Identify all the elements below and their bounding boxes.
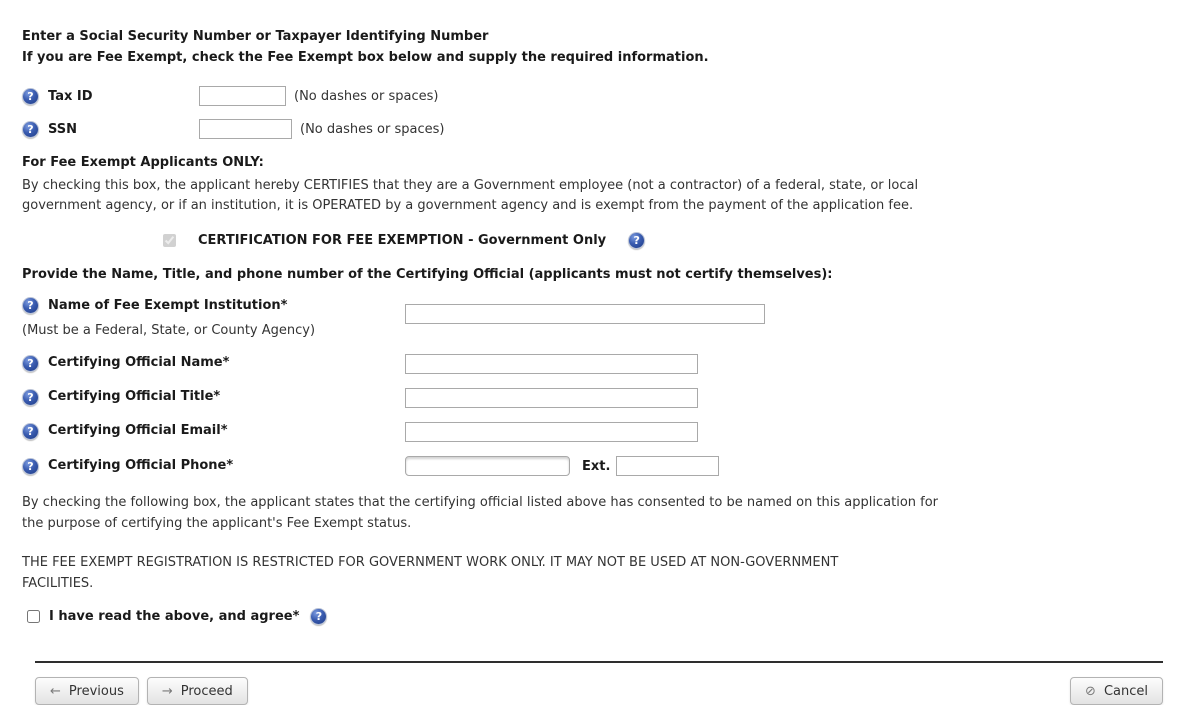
tax-id-input[interactable] <box>199 86 286 106</box>
phone-ext-label: Ext. <box>582 458 611 474</box>
ssn-label: SSN <box>48 121 78 137</box>
help-icon[interactable]: ? <box>22 458 39 475</box>
cancel-button[interactable] <box>1070 677 1163 705</box>
official-phone-label: Certifying Official Phone* <box>48 458 234 473</box>
footer-divider <box>35 661 1163 663</box>
help-icon[interactable]: ? <box>22 355 39 372</box>
left-arrow-icon: ← <box>50 683 61 699</box>
ssn-note: (No dashes or spaces) <box>300 121 445 137</box>
official-title-row <box>22 388 1176 408</box>
institution-input[interactable] <box>405 304 765 324</box>
official-email-label: Certifying Official Email* <box>48 423 228 438</box>
help-icon[interactable]: ? <box>22 297 39 314</box>
official-phone-input[interactable] <box>405 456 570 476</box>
certification-checkbox <box>163 234 176 247</box>
help-icon[interactable]: ? <box>22 423 39 440</box>
ssn-row <box>22 119 1176 139</box>
previous-button-label: Previous <box>68 683 124 699</box>
help-icon[interactable]: ? <box>22 389 39 406</box>
fee-exempt-description: By checking this box, the applicant hereby CERTIFIES that they are a Government employee (not a contractor) of a federal, state, or local government agency, or if an institution, it is OPERATED by a government agency and is exempt from the payment of the application fee. <box>22 178 919 213</box>
proceed-button[interactable] <box>147 677 248 705</box>
help-icon[interactable]: ? <box>310 608 327 625</box>
official-email-row <box>22 422 1176 442</box>
official-name-input[interactable] <box>405 354 698 374</box>
institution-note: (Must be a Federal, State, or County Agency) <box>22 323 316 338</box>
proceed-button-label: Proceed <box>180 683 233 699</box>
phone-ext-input[interactable] <box>616 456 719 476</box>
tax-id-row <box>22 86 1176 106</box>
institution-label: Name of Fee Exempt Institution* <box>48 298 288 313</box>
ssn-input[interactable] <box>199 119 292 139</box>
certifying-heading: Provide the Name, Title, and phone number of the Certifying Official (applicants must not certify themselves): <box>22 267 833 282</box>
official-name-row <box>22 354 1176 374</box>
previous-button[interactable] <box>35 677 139 705</box>
fee-exempt-heading: For Fee Exempt Applicants ONLY: <box>22 155 264 170</box>
agree-checkbox[interactable] <box>27 610 40 623</box>
institution-row <box>22 296 1176 340</box>
certification-label: CERTIFICATION FOR FEE EXEMPTION - Government Only <box>198 233 607 248</box>
agree-label: I have read the above, and agree* <box>49 609 300 624</box>
tax-id-note: (No dashes or spaces) <box>294 88 439 104</box>
official-email-input[interactable] <box>405 422 698 442</box>
restriction-paragraph: THE FEE EXEMPT REGISTRATION IS RESTRICTED FOR GOVERNMENT WORK ONLY. IT MAY NOT BE USED AT NON-GOVERNMENT FACILITIES. <box>22 555 839 591</box>
tax-id-label: Tax ID <box>48 88 93 104</box>
official-name-label: Certifying Official Name* <box>48 355 230 370</box>
help-icon[interactable]: ? <box>628 232 645 249</box>
help-icon[interactable]: ? <box>22 88 39 105</box>
intro-line-2: If you are Fee Exempt, check the Fee Exempt box below and supply the required information. <box>22 50 709 65</box>
help-icon[interactable]: ? <box>22 121 39 138</box>
cancel-icon: ⊘ <box>1085 683 1096 699</box>
certification-row <box>163 232 1176 249</box>
official-title-input[interactable] <box>405 388 698 408</box>
right-arrow-icon: → <box>161 683 173 699</box>
agree-row <box>27 608 1176 625</box>
consent-paragraph: By checking the following box, the applicant states that the certifying official listed above has consented to be named on this application for the purpose of certifying the applicant's Fee Exempt status. <box>22 495 939 531</box>
cancel-button-label: Cancel <box>1103 683 1148 699</box>
intro-line-1: Enter a Social Security Number or Taxpayer Identifying Number <box>22 29 489 44</box>
footer-actions <box>35 677 1163 705</box>
official-phone-row <box>22 456 1176 476</box>
official-title-label: Certifying Official Title* <box>48 389 221 404</box>
